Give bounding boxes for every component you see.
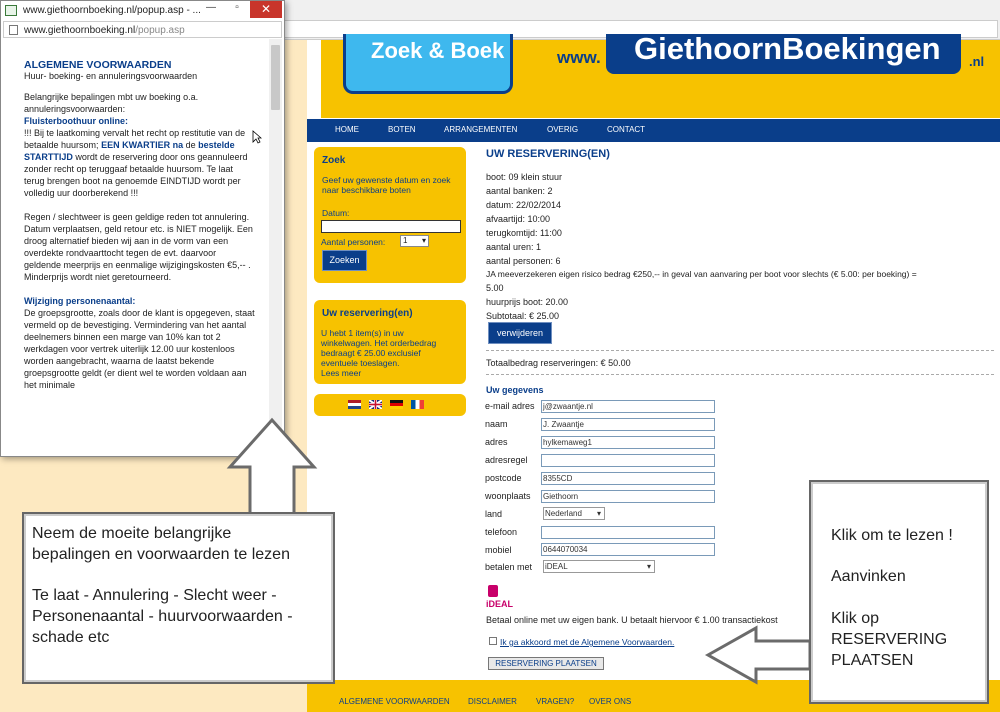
- nav-boten[interactable]: BOTEN: [388, 125, 416, 134]
- email-label: e-mail adres: [485, 401, 535, 411]
- callout-right-line: Aanvinken: [831, 568, 906, 585]
- language-panel: [314, 394, 466, 416]
- page-icon: [5, 5, 17, 16]
- adres-field[interactable]: hylkemaweg1: [541, 436, 715, 449]
- betalen-select[interactable]: [543, 560, 655, 573]
- logo-www-text: www.: [557, 48, 601, 67]
- res-line: aantal uren: 1: [486, 242, 542, 252]
- scrollbar-thumb[interactable]: [271, 45, 280, 110]
- nav-home[interactable]: HOME: [335, 125, 359, 134]
- nav-contact[interactable]: CONTACT: [607, 125, 646, 134]
- land-label: land: [485, 509, 503, 519]
- brand-logo[interactable]: [606, 31, 961, 74]
- callout-left-line: Neem de moeite belangrijke: [32, 525, 232, 542]
- callout-right-line: Klik op: [831, 610, 880, 627]
- voorwaarden-subheading: Huur- boeking- en annuleringsvoorwaarden: [24, 71, 198, 81]
- voorwaarden-link[interactable]: Ik ga akkoord met de Algemene Voorwaarden.: [500, 637, 675, 647]
- callout-left: [22, 512, 335, 684]
- betalen-label: betalen met: [485, 562, 533, 572]
- res-line: aantal personen: 6: [486, 256, 561, 266]
- popup-address-bar[interactable]: [3, 21, 282, 38]
- naam-label: naam: [485, 419, 508, 429]
- callout-right-line: RESERVERING: [831, 631, 948, 648]
- postcode-field[interactable]: 8355CD: [541, 472, 715, 485]
- p1-bold: bestelde STARTTIJD: [24, 140, 235, 162]
- adres-label: adres: [485, 437, 508, 447]
- page-icon: [9, 25, 18, 35]
- datum-input[interactable]: [321, 220, 461, 233]
- land-select[interactable]: [543, 507, 605, 520]
- main-nav: [307, 118, 1000, 142]
- postcode-label: postcode: [485, 473, 522, 483]
- email-field[interactable]: j@zwaantje.nl: [541, 400, 715, 413]
- naam-field[interactable]: J. Zwaantje: [541, 418, 715, 431]
- res-line: terugkomtijd: 11:00: [486, 228, 562, 238]
- p1-label: Fluisterboothuur online:: [24, 116, 128, 126]
- res-line: JA meeverzekeren eigen risico bedrag €250,-- in geval van aanvaring per boot voor slechts (€ 5.00: per boeking) =: [486, 269, 917, 279]
- p1-intro: Belangrijke bepalingen mbt uw boeking o.a. annuleringsvoorwaarden:: [24, 92, 199, 114]
- reservering-title: UW RESERVERING(EN): [486, 148, 610, 160]
- nav-overig[interactable]: OVERIG: [547, 125, 579, 134]
- callout-left-line: schade etc: [32, 629, 110, 646]
- cursor-icon: [252, 130, 262, 144]
- chevron-down-icon: ▾: [646, 562, 651, 571]
- popup-scrollbar[interactable]: [269, 39, 282, 457]
- close-icon[interactable]: ✕: [250, 1, 282, 18]
- flag-fr-icon[interactable]: [411, 400, 424, 409]
- adresregel-label: adresregel: [485, 455, 528, 465]
- voorwaarden-paragraph: Regen / slechtweer is geen geldige reden tot annulering. Datum verplaatsen, geld retour etc. is NIET mogelijk. Een droog alternatief bieden wij aan in de vorm van een overdekte rondvaarttocht tegen de evt. daarvoor geldende meerprijs en eenmalige wijzigingskosten €5,-- . Minderprijs wordt niet geretourneerd.: [24, 212, 253, 282]
- res-line: datum: 22/02/2014: [486, 200, 562, 210]
- woonplaats-field[interactable]: Giethoorn: [541, 490, 715, 503]
- res-line: 5.00: [486, 283, 504, 293]
- total-amount: Totaalbedrag reserveringen: € 50.00: [486, 358, 631, 368]
- telefoon-label: telefoon: [485, 527, 518, 537]
- adresregel-field[interactable]: [541, 454, 715, 467]
- zoek-description: Geef uw gewenste datum en zoek naar beschikbare boten: [322, 175, 451, 195]
- url-domain: www.giethoornboeking.nl: [24, 25, 136, 36]
- ideal-logo-icon: [488, 585, 498, 597]
- personen-select-value: 1: [403, 236, 408, 245]
- cart-panel: [314, 300, 466, 384]
- p1-text: wordt de reservering door ons geannuleerd zonder recht op teruggaaf betaalde huursom. Te laat terug brengen boot na genoemde EINDTIJD wordt per volledig uur doorberekend !!!: [24, 152, 248, 198]
- footer-vragen-link[interactable]: VRAGEN?: [536, 697, 575, 706]
- mobiel-field[interactable]: 0644070034: [541, 543, 715, 556]
- divider: [486, 350, 994, 351]
- p1-text: de: [183, 140, 199, 150]
- site-banner: [321, 31, 1000, 118]
- popup-content: [1, 39, 269, 457]
- flag-nl-icon[interactable]: [348, 400, 361, 409]
- res-line: huurprijs boot: 20.00: [486, 297, 569, 307]
- cart-text: U hebt 1 item(s) in uw winkelwagen. Het orderbedrag bedraagt € 25.00 exclusief eventuele toeslagen.: [321, 328, 437, 368]
- zoeken-button[interactable]: Zoeken: [322, 250, 367, 271]
- footer-voorwaarden-link[interactable]: ALGEMENE VOORWAARDEN: [339, 697, 450, 706]
- popup-window: [0, 0, 285, 457]
- brand-logo-text: GiethoornBoekingen: [634, 31, 941, 66]
- personen-label: Aantal personen:: [321, 237, 386, 247]
- ideal-text: Betaal online met uw eigen bank. U betaalt hiervoor € 1.00 transactiekost: [486, 615, 778, 625]
- ideal-name: iDEAL: [486, 599, 513, 609]
- personen-select[interactable]: [400, 235, 429, 247]
- voorwaarden-heading: ALGEMENE VOORWAARDEN: [24, 59, 172, 71]
- nav-arrangementen[interactable]: ARRANGEMENTEN: [444, 125, 518, 134]
- datum-label: Datum:: [322, 208, 350, 218]
- res-line: aantal banken: 2: [486, 186, 553, 196]
- betalen-select-value: iDEAL: [545, 562, 568, 571]
- logo-zoek-text: Zoek & Boek: [371, 38, 505, 63]
- chevron-down-icon: ▾: [421, 236, 426, 245]
- mobiel-label: mobiel: [485, 545, 512, 555]
- chevron-down-icon: ▾: [596, 509, 601, 518]
- maximize-icon[interactable]: ▫: [235, 2, 239, 13]
- p1-bold: EEN KWARTIER na: [101, 140, 184, 150]
- p3-text: De groepsgrootte, zoals door de klant is opgegeven, staat vermeld op de bevestiging. Vermindering van het aantal deelnemers binnen een marge van 10% kan tot 2 werkdagen voor vertrek uiterlijk 12.00 uur kostenloos worden aangebracht, waarna de laatst bekende groepsgrootte geldt (er dient wel te worden voldaan aan het minimale: [24, 308, 255, 390]
- flag-en-icon[interactable]: [369, 400, 382, 409]
- res-line: boot: 09 klein stuur: [486, 172, 563, 182]
- callout-left-line: Te laat - Annulering - Slecht weer -: [32, 587, 277, 604]
- callout-right-line: PLAATSEN: [831, 652, 914, 669]
- popup-titlebar[interactable]: [1, 1, 285, 21]
- voorwaarden-paragraph: [24, 91, 255, 199]
- verwijderen-button[interactable]: verwijderen: [488, 322, 552, 344]
- zoek-panel: [314, 147, 466, 283]
- url-path: /popup.asp: [135, 25, 185, 36]
- zoek-boek-logo[interactable]: [343, 34, 513, 94]
- reservering-plaatsen-button[interactable]: RESERVERING PLAATSEN: [488, 657, 604, 670]
- callout-left-line: Personenaantal - huurvoorwaarden -: [32, 608, 293, 625]
- popup-title: www.giethoornboeking.nl/popup.asp - ...: [23, 5, 201, 16]
- woonplaats-label: woonplaats: [485, 491, 531, 501]
- callout-right-line: Klik om te lezen !: [831, 527, 953, 544]
- callout-right: [809, 480, 989, 704]
- telefoon-field[interactable]: [541, 526, 715, 539]
- agree-checkbox[interactable]: [489, 637, 497, 645]
- logo-tld-text: .nl: [969, 54, 985, 69]
- divider: [486, 374, 994, 375]
- res-line: afvaartijd: 10:00: [486, 214, 551, 224]
- lees-meer-link[interactable]: Lees meer: [321, 368, 362, 378]
- footer-disclaimer-link[interactable]: DISCLAIMER: [468, 697, 517, 706]
- flag-de-icon[interactable]: [390, 400, 403, 409]
- p1-text: !!! Bij te laatkoming vervalt het recht op restitutie van de betaalde huursom;: [24, 128, 246, 150]
- zoek-title: Zoek: [322, 155, 346, 166]
- land-select-value: Nederland: [545, 509, 582, 518]
- voorwaarden-paragraph: [24, 295, 255, 391]
- footer-over-ons-link[interactable]: OVER ONS: [589, 697, 632, 706]
- res-line: Subtotaal: € 25.00: [486, 311, 560, 321]
- gegevens-title: Uw gegevens: [486, 385, 544, 395]
- cart-title: Uw reservering(en): [322, 308, 413, 319]
- minimize-icon[interactable]: —: [206, 2, 216, 13]
- p3-label: Wijziging personenaantal:: [24, 296, 136, 306]
- callout-left-line: bepalingen en voorwaarden te lezen: [32, 546, 290, 563]
